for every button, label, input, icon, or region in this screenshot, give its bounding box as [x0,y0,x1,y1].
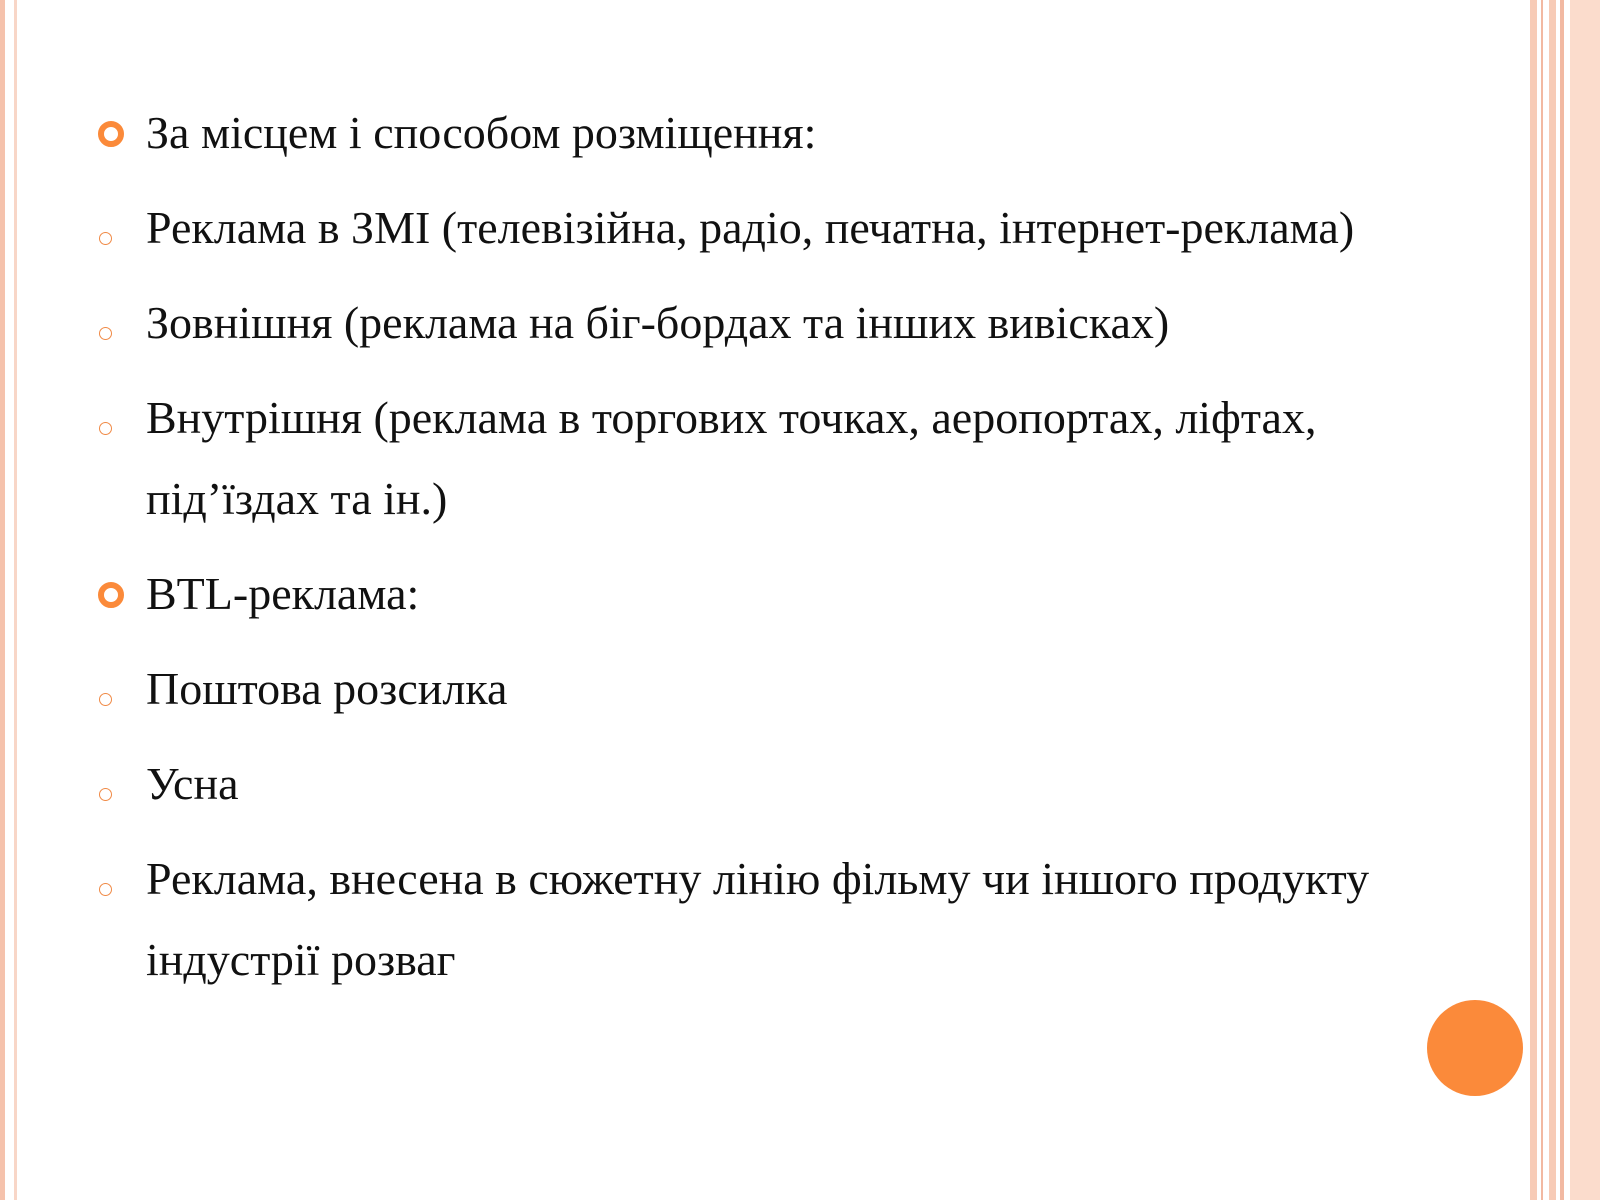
bullet-sub-icon [99,232,112,245]
right-frame-line [1549,0,1556,1200]
list-item-sub [96,648,1436,729]
list-item-text: Поштова розсилка [146,663,508,714]
bullet-sub-icon [99,327,112,340]
list-item-text: Зовнішня (реклама на біг-бордах та інших вивісках) [146,297,1170,348]
bullet-main-icon [98,582,124,608]
list-item-text: BTL-реклама: [146,568,420,619]
left-frame-inner-line [14,0,17,1200]
bullet-list [96,92,1436,1014]
list-item-text: Усна [146,758,239,809]
list-item-sub [96,743,1436,824]
list-item-sub [96,838,1436,1000]
list-item-main [96,92,1436,173]
list-item-text: За місцем і способом розміщення: [146,107,817,158]
list-item-sub [96,377,1436,539]
bullet-sub-icon [99,693,112,706]
list-item-text: Реклама в ЗМІ (телевізійна, радіо, печатна, інтернет-реклама) [146,202,1355,253]
list-item-text: Реклама, внесена в сюжетну лінію фільму чи іншого продукту індустрії розваг [146,853,1370,985]
list-item-sub [96,282,1436,363]
list-item-text: Внутрішня (реклама в торгових точках, аеропортах, ліфтах, під’їздах та ін.) [146,392,1317,524]
right-frame-line [1570,0,1600,1200]
list-item-main [96,553,1436,634]
left-frame-line [0,0,5,1200]
list-item-sub [96,187,1436,268]
bullet-main-icon [98,121,124,147]
right-frame-line [1541,0,1543,1200]
bullet-sub-icon [99,788,112,801]
right-frame-line [1530,0,1537,1200]
bullet-sub-icon [99,422,112,435]
bullet-sub-icon [99,883,112,896]
decorative-orange-circle [1427,1000,1523,1096]
right-frame-line [1560,0,1564,1200]
